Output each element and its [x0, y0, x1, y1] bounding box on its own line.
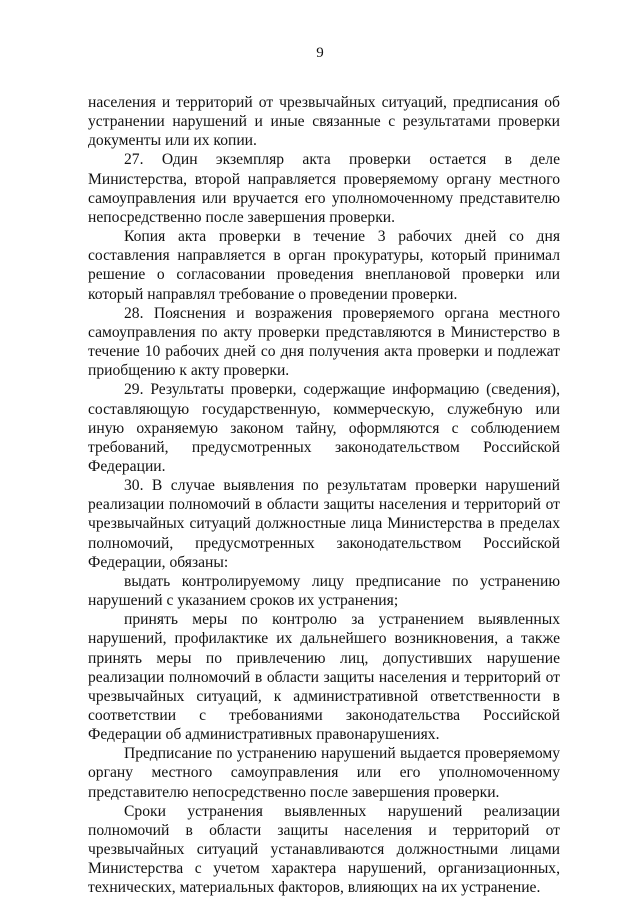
paragraph-take-measures: принять меры по контролю за устранением выявленных нарушений, профилактике их дальнейшего возникновения, а также принять меры по привлечению лиц, допустивших нарушение реализации полномочий в области защиты населения и территорий от чрезвычайных ситуаций, к административной ответственности в соответствии с требованиями законодательства Российской Федерации об административных правонарушениях.: [88, 611, 560, 744]
paragraph-issue-order: выдать контролируемому лицу предписание по устранению нарушений с указанием сроков их устранения;: [88, 572, 560, 610]
paragraph-copy-to-prosecutor: Копия акта проверки в течение 3 рабочих дней со дня составления направляется в орган прокуратуры, который принимал решение о согласовании проведения внеплановой проверки или который направлял требование о проведении проверки.: [88, 228, 560, 303]
paragraph-28: 28. Пояснения и возражения проверяемого органа местного самоуправления по акту проверки представляются в Министерство в течение 10 рабочих дней со дня получения акта проверки и подлежат приобщению к акту проверки.: [88, 304, 560, 380]
paragraph-27: 27. Один экземпляр акта проверки остается в деле Министерства, второй направляется проверяемому органу местного самоуправления или вручается его уполномоченному представителю непосредственно после завершения проверки.: [88, 151, 560, 226]
document-body: [88, 93, 560, 898]
page-number: 9: [316, 45, 324, 61]
paragraph-order-issued: Предписание по устранению нарушений выдается проверяемому органу местного самоуправления или его уполномоченному представителю непосредственно после завершения проверки.: [88, 745, 560, 801]
paragraph-continuation: населения и территорий от чрезвычайных ситуаций, предписания об устранении нарушений и иные связанные с результатами проверки документы или их копии.: [88, 94, 560, 150]
paragraph-30: 30. В случае выявления по результатам проверки нарушений реализации полномочий в области защиты населения и территорий от чрезвычайных ситуаций должностные лица Министерства в пределах полномочий, предусмотренных законодательством Российской Федерации, обязаны:: [88, 477, 560, 571]
paragraph-deadlines: Сроки устранения выявленных нарушений реализации полномочий в области защиты населения и территорий от чрезвычайных ситуаций устанавливаются должностными лицами Министерства с учетом характера нарушений, организационных, технических, материальных факторов, влияющих на их устранение.: [88, 802, 560, 897]
paragraph-29: 29. Результаты проверки, содержащие информацию (сведения), составляющую государственную, коммерческую, служебную или иную охраняемую законом тайну, оформляются с соблюдением требований, предусмотренных законодательством Российской Федерации.: [88, 381, 560, 475]
